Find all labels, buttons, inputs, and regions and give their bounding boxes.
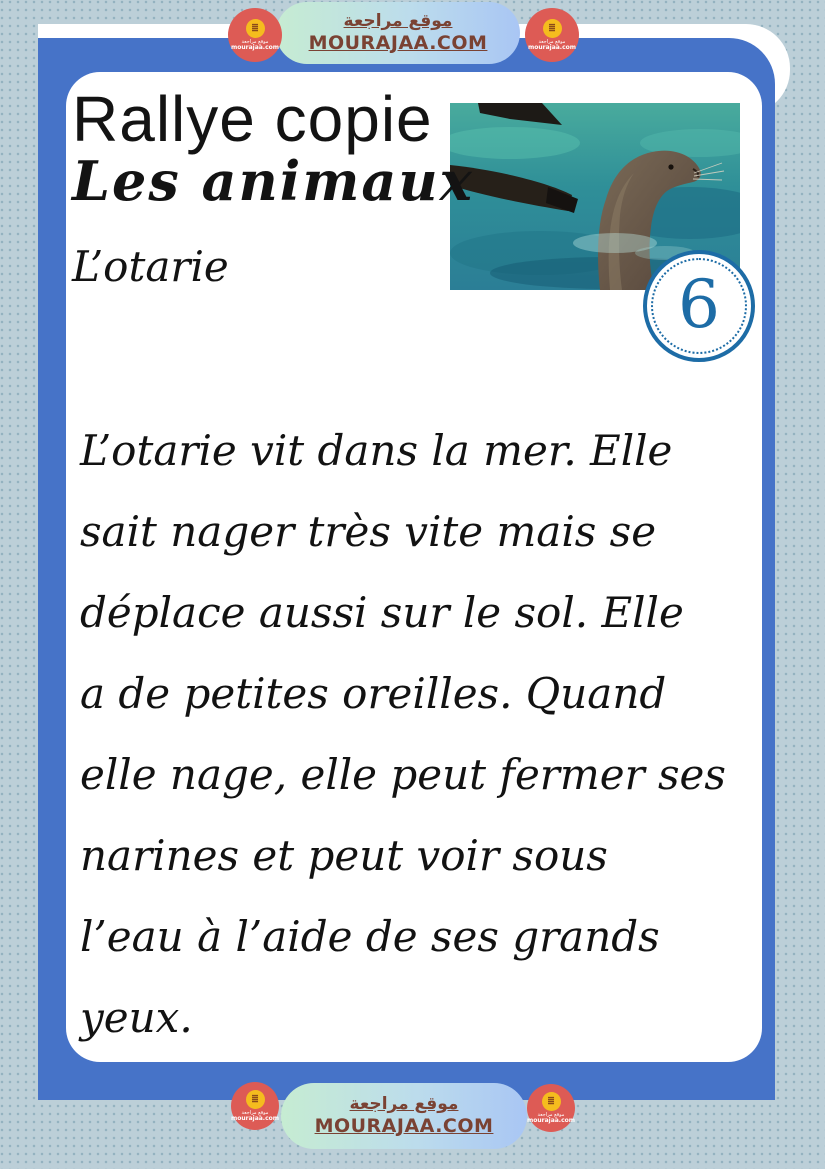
site-banner-arabic-link[interactable]: موقع مراجعة [349,1093,459,1114]
copy-text [80,410,760,1058]
logo-arabic-label: موقع مراجعة [538,39,566,45]
site-banner-url-link[interactable]: MOURAJAA.COM [314,1115,494,1138]
copy-text-line: yeux. [80,993,193,1042]
logo-arabic-label: موقع مراجعة [537,1112,565,1118]
copy-text-line: l’eau à l’aide de ses grands [80,912,660,961]
copy-text-line: narines et peut voir sous [80,831,608,880]
site-logo-bottom-left[interactable] [231,1082,279,1130]
card-number-badge [643,250,755,362]
site-logo-bottom-right[interactable] [527,1084,575,1132]
copy-text-line: L’otarie vit dans la mer. Elle [80,426,673,475]
page-title: Rallye copie [72,83,433,155]
logo-site-label: mourajaa.com [230,1115,280,1122]
site-banner-arabic-link[interactable]: موقع مراجعة [343,10,453,31]
open-book-icon: ≣ [543,19,562,38]
site-logo-top-right[interactable] [525,8,579,62]
open-book-icon: ≣ [246,1090,265,1109]
copy-text-line: déplace aussi sur le sol. Elle [80,588,684,637]
logo-site-label: mourajaa.com [230,44,280,51]
open-book-icon: ≣ [246,19,265,38]
site-banner-url-link[interactable]: MOURAJAA.COM [308,32,488,55]
title-block [72,84,474,291]
logo-arabic-label: موقع مراجعة [241,1110,269,1116]
card-number: 6 [678,265,720,343]
open-book-icon: ≣ [542,1092,561,1111]
logo-arabic-label: موقع مراجعة [241,39,269,45]
collection-title: Les animaux [72,149,474,214]
logo-site-label: mourajaa.com [526,1117,576,1124]
site-logo-top-left[interactable] [228,8,282,62]
logo-site-label: mourajaa.com [527,44,577,51]
copy-text-line: elle nage, elle peut fermer ses [80,750,726,799]
animal-subtitle: L’otarie [72,241,229,291]
copy-text-line: a de petites oreilles. Quand [80,669,667,718]
copy-text-line: sait nager très vite mais se [80,507,657,556]
site-banner-bottom[interactable] [281,1083,527,1149]
site-banner-top[interactable] [276,2,520,64]
